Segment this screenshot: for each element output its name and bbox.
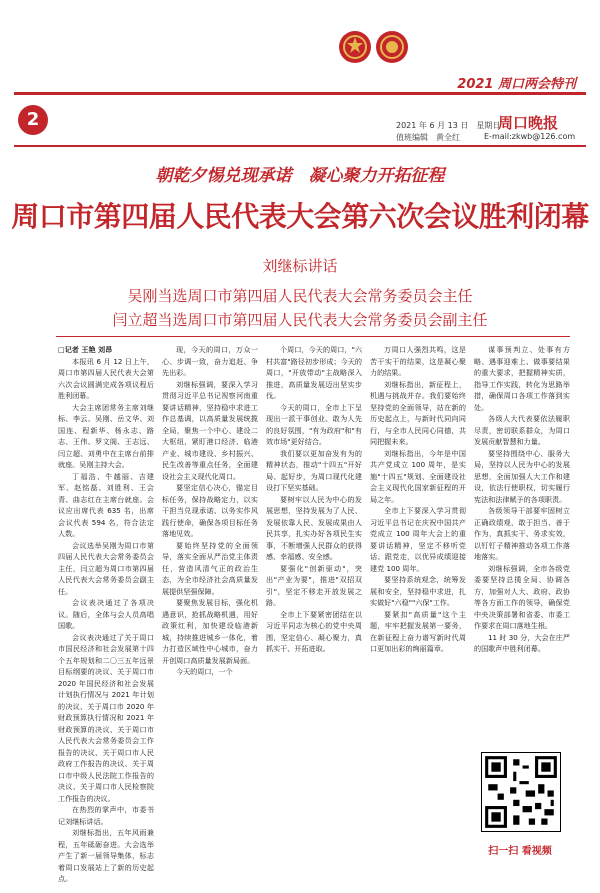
paragraph: 要始终坚持党的全面领导，落实全面从严治党主体责任，营造风清气正的政治生态，为全市经济社会高质量发展提供坚强保障。 <box>162 540 258 596</box>
paragraph: 各级领导干部要牢固树立正确政绩观，敢于担当、善于作为，真抓实干、务求实效，以钉钉子精神推动各项工作落地落实。 <box>474 506 570 561</box>
paragraph: 刘继标指出，新征程上，机遇与挑战并存。我们要始终坚持党的全面领导，站在新的历史起点上，与新时代同向同行，与全市人民同心同德，共同把握未来。 <box>370 379 466 446</box>
paragraph: 要强化"创新驱动"，突出"产业为要"，推进"双招双引"，坚定不移走开放发展之路。 <box>266 563 362 607</box>
paragraph: 会议表决通过了各项决议。随后，全体与会人员高唱国歌。 <box>58 598 154 630</box>
paragraph: 万周口人强烈共鸣，这是苦干实干的结果，这是凝心聚力的结果。 <box>370 345 466 377</box>
paragraph: 今天的周口，全市上下呈现出一派干事创业、敢为人先的良好氛围，"有为政府"和"有效市场"更好结合。 <box>266 402 362 446</box>
paragraph: 会议表决通过了关于周口市国民经济和社会发展第十四个五年规划和二〇三五年远景目标纲要的决议、关于周口市 2020 年国民经济和社会发展计划执行情况与 2021 年计划的决议、关于周口市 2020 年财政预算执行情况和 2021 年财政预算的决议、关于周口市人民代表大会常务委员会工作报告的决议、关于周口市人民政府工作报告的决议、关于周口市中级人民法院工作报告的决议、关于周口市人民检察院工作报告的决议。 <box>58 632 154 803</box>
paragraph: 我们要以更加奋发有为的精神状态，推动"十四五"开好局、起好步，为周口现代化建设打下坚实基础。 <box>266 448 362 492</box>
qr-caption: 扫一扫 看视频 <box>488 846 552 857</box>
paragraph: 本报讯 6 月 12 日上午，周口市第四届人民代表大会第六次会议圆满完成各项议程后胜利闭幕。 <box>58 356 154 400</box>
column-5 <box>474 344 570 744</box>
paragraph: 刘继标强调，全市各级党委要坚持总揽全局、协调各方，加强对人大、政府、政协等各方面工作的领导，确保党中央决策部署和省委、市委工作要求在周口落地生根。 <box>474 563 570 630</box>
paragraph: 要紧扣"高质量"这个主题，牢牢把握发展第一要务，在新征程上奋力谱写新时代周口更加出彩的绚丽篇章。 <box>370 609 466 653</box>
page-number: 2 <box>18 105 48 135</box>
paragraph: 在热烈的掌声中，市委书记刘继标讲话。 <box>58 805 154 826</box>
paragraph: 丁福浩、牛越丽、吉建军、赵铭磊、刘胜利、王会青、曲志红在主席台就座。会议应出席代表 635 名，出席会议代表 594 名，符合法定人数。 <box>58 471 154 538</box>
paragraph: 要坚持系统观念，统筹发展和安全，坚持稳中求进，扎实做好"六稳""六保"工作。 <box>370 575 466 607</box>
paragraph: 11 时 30 分，大会在庄严的国歌声中胜利闭幕。 <box>474 632 570 653</box>
headline: 周口市第四届人民代表大会第六次会议胜利闭幕 <box>11 200 589 233</box>
emblems-icon <box>337 27 411 69</box>
paragraph: 要树牢以人民为中心的发展思想，坚持发展为了人民、发展依靠人民、发展成果由人民共享，扎实办好各项民生实事，不断增强人民群众的获得感、幸福感、安全感。 <box>266 494 362 561</box>
paragraph: 全市上下要紧密团结在以习近平同志为核心的党中央周围，坚定信心、凝心聚力，真抓实干、开拓进取。 <box>266 609 362 653</box>
paragraph: 大会主席团常务主席刘继标、李云、吴刚、岳文华、刘国连、程新华、杨永志、路志、王伟、罗文阁、王志远、闫立超、刘勇中在主席台前排就座。吴刚主持大会。 <box>58 402 154 469</box>
paragraph: 刘继标指出，今年是中国共产党成立 100 周年，是实施"十四五"规划、全面建设社会主义现代化国家新征程的开局之年。 <box>370 448 466 504</box>
masthead-logo: 周口晚报 <box>498 114 559 132</box>
paragraph: 要聚焦发展目标，强化机遇意识，抢抓战略机遇，用好政策红利，加快建设临港新城，持续推进城乡一体化，着力打造区域性中心城市，奋力开创周口高质量发展新局面。 <box>162 598 258 665</box>
special-issue-title: 2021 周口两会特刊 <box>457 77 576 92</box>
paragraph: 要坚定信心决心，锚定目标任务，保持战略定力，以实干担当兑现承诺、以务实作风践行使命，确保各项目标任务落地见效。 <box>162 483 258 538</box>
paragraph: 今天的周口，一个 <box>176 667 233 676</box>
subheadline-1: 刘继标讲话 <box>262 257 338 275</box>
issue-date: 2021 年 6 月 13 日 星期日 <box>396 121 501 130</box>
column-2 <box>162 344 258 864</box>
contact-email: E-mail:zkwb@126.com <box>484 132 576 141</box>
paragraph: 要坚持围绕中心、服务大局，坚持以人民为中心的发展思想，全面加强人大工作和建设，依法行使职权，切实履行宪法和法律赋予的各项职责。 <box>474 448 570 504</box>
byline: □记者 王艳 刘昂 <box>58 345 113 354</box>
header-rule <box>14 92 586 95</box>
divider-rule <box>14 145 586 147</box>
paragraph: 现，今天的周口，万众一心、步调一致，奋力追赶、争先出彩。 <box>162 345 258 377</box>
paragraph: 刘继标指出，五年风雨兼程，五年砥砺奋进。大会选举产生了新一届领导集体，标志着周口发展站上了新的历史起点。 <box>58 828 154 883</box>
paragraph: 会议选举吴刚为周口市第四届人民代表大会常务委员会主任，闫立超为周口市第四届人民代表大会常务委员会副主任。 <box>58 540 154 596</box>
paragraph: 谋事预判立、处事有方略、遇事迎难上、做事要结果的重大要求，把握精神实质，指导工作实践，转化为思路举措，确保周口各项工作落到实处。 <box>474 345 570 412</box>
paragraph: 刘继标强调，要深入学习贯彻习近平总书记视察河南重要讲话精神，坚持稳中求进工作总基调，以高质量发展统揽全局，聚焦一个中心、建设二大枢纽，紧盯港口经济、临港产业、城市建设、乡村振兴、民生改善等重点任务，全面建设社会主义现代化周口。 <box>162 379 258 481</box>
column-1 <box>58 344 154 883</box>
qr-code-icon[interactable] <box>481 752 561 832</box>
column-3 <box>266 344 362 864</box>
column-4 <box>370 344 466 864</box>
title-divider <box>56 336 570 337</box>
paragraph: 个周口，今天的周口，"六村共富"路径初步形成；今天的周口，"开放带动"主战略深入推进，高质量发展迈出坚实步伐。 <box>266 345 362 400</box>
editors: 值班编辑 黄全红 <box>396 133 460 142</box>
subheadline-3: 闫立超当选周口市第四届人民代表大会常务委员会副主任 <box>112 311 488 329</box>
paragraph: 全市上下要深入学习贯彻习近平总书记在庆祝中国共产党成立 100 周年大会上的重要讲话精神，坚定不移听党话、跟党走，以优异成绩迎接建党 100 周年。 <box>370 506 466 573</box>
kicker: 朝乾夕惕兑现承诺 凝心聚力开拓征程 <box>155 166 445 186</box>
subheadline-2: 吴刚当选周口市第四届人民代表大会常务委员会主任 <box>127 287 473 305</box>
paragraph: 各级人大代表要依法履职尽责，密切联系群众，为周口发展贡献智慧和力量。 <box>474 414 570 446</box>
